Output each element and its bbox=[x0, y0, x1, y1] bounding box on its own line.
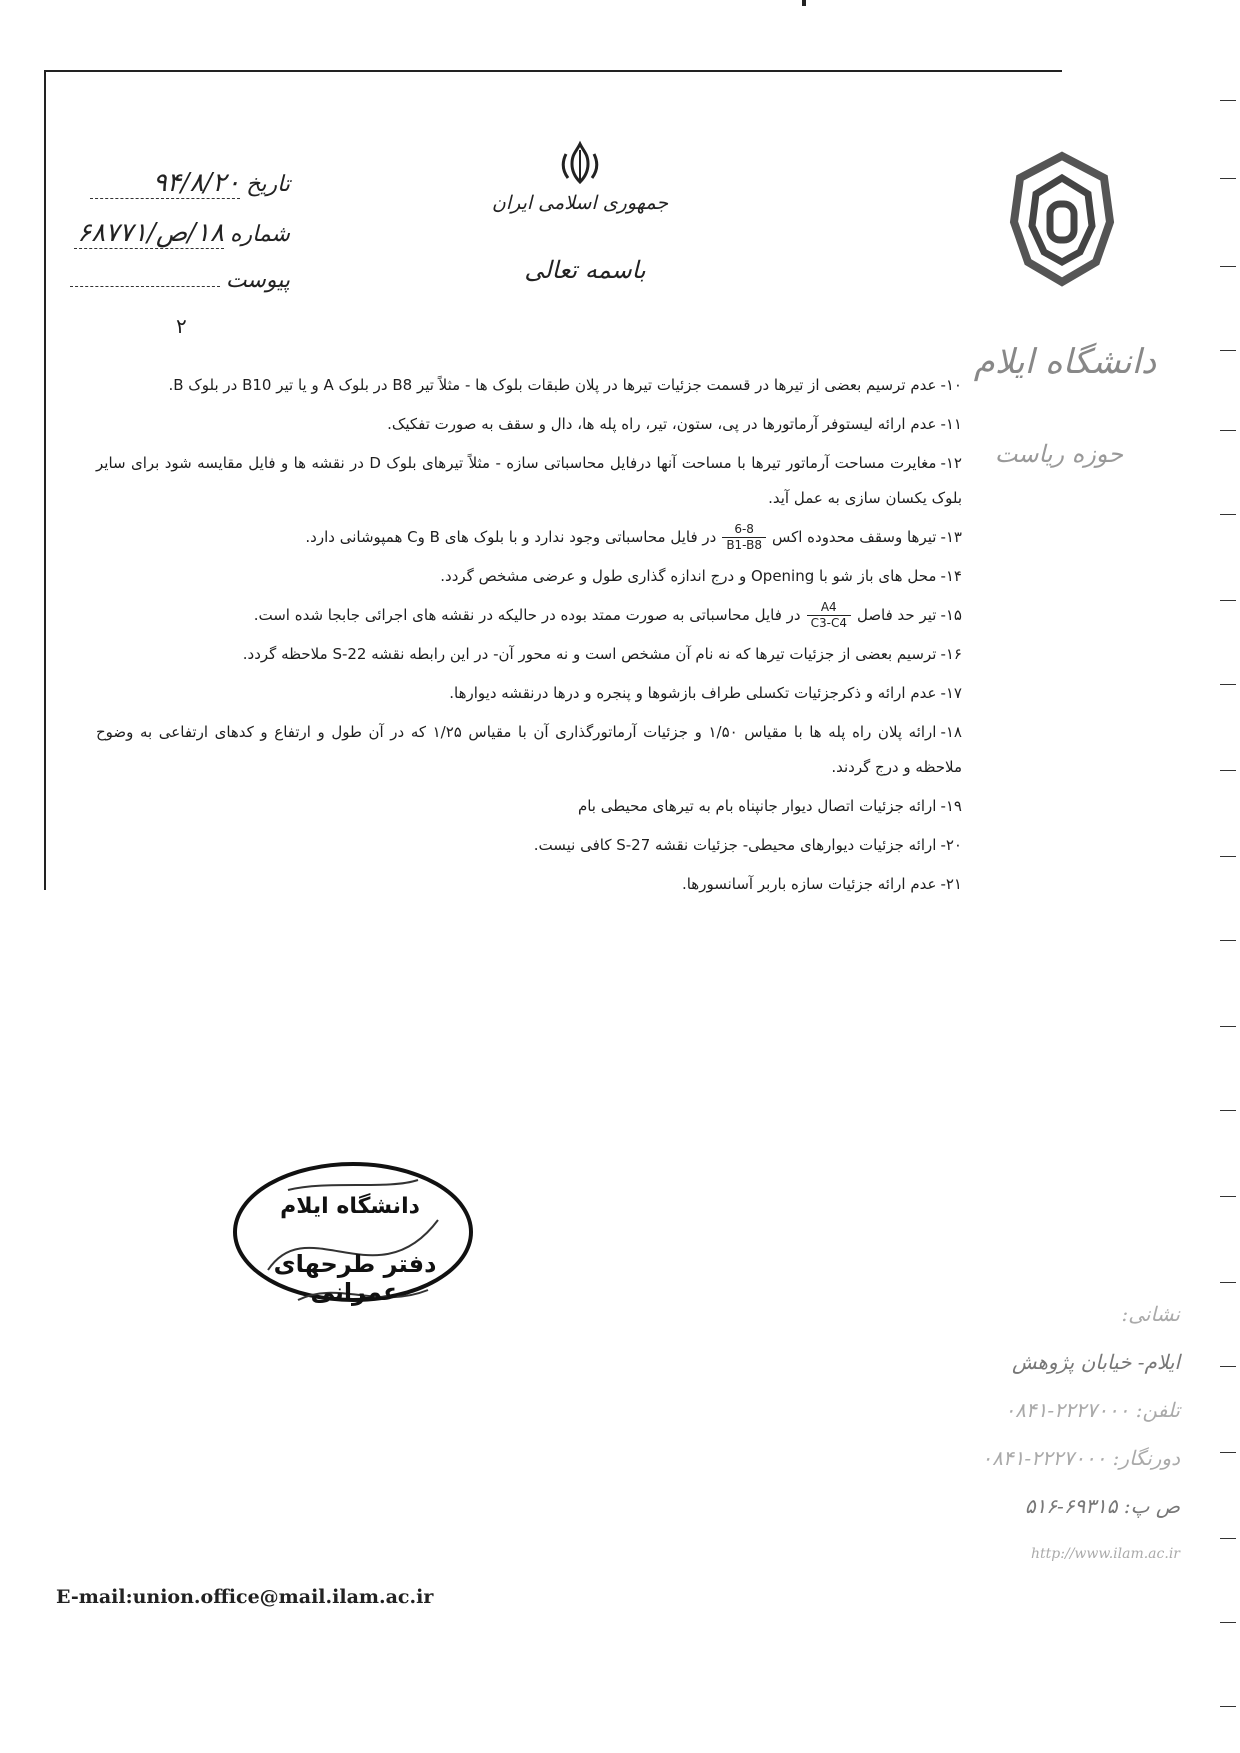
list-item: ۱۳-تیرها وسقف محدوده اکس $\frac{6-8}{B1-B8}$ در فایل محاسباتی وجود ندارد و با بلوک های B وC همپوشانی دارد. bbox=[305, 522, 962, 552]
footer-contact bbox=[940, 1290, 1180, 1578]
page-number: ۲ bbox=[176, 314, 187, 338]
list-item: ۱۶-ترسیم بعضی از جزئیات تیرها که نه نام آن مشخص است و نه محور آن- در این رابطه نقشه S-22 ملاحظه گردد. bbox=[242, 645, 962, 663]
list-item: ۲۱-عدم ارائه جزئیات سازه باربر آسانسورها. bbox=[681, 875, 962, 893]
scan-mark bbox=[802, 0, 806, 6]
phone: تلفن: ۲۲۲۷۰۰۰-۰۸۴۱ bbox=[1004, 1398, 1180, 1422]
date-value: ۹۴/۸/۲۰ bbox=[90, 168, 240, 199]
list-item: ۱۵-تیر حد فاصل $\frac{A4}{C3-C4}$ در فایل محاسباتی به صورت ممتد بوده در حالیکه در نقشه های اجرائی جابجا شده است. bbox=[253, 600, 962, 630]
date-row bbox=[50, 168, 290, 218]
fraction: $\frac{A4}{C3-C4}$ bbox=[807, 600, 851, 631]
department-name: حوزه ریاست bbox=[994, 440, 1124, 468]
list-item: ۱۲-مغایرت مساحت آرماتور تیرها با مساحت آنها درفایل محاسباتی سازه - مثلاً تیرهای بلوک D در نقشه ها و فایل مقایسه شود برای سایر بلوک یکسان سازی به عمل آید. bbox=[96, 454, 962, 507]
email-address: E-mail:union.office@mail.ilam.ac.ir bbox=[56, 1586, 434, 1608]
list-item: ۱۷-عدم ارائه و ذکرجزئیات تکسلی طراف بازشوها و پنجره و درها درنقشه دیوارها. bbox=[449, 684, 962, 702]
list-item: ۱۹-ارائه جزئیات اتصال دیوار جانپناه بام به تیرهای محیطی بام bbox=[577, 797, 962, 815]
date-label: تاریخ bbox=[246, 172, 290, 197]
university-name: دانشگاه ایلام bbox=[973, 342, 1157, 382]
attachment-value bbox=[70, 286, 220, 287]
attachment-row bbox=[50, 268, 290, 318]
fax: دورنگار: ۲۲۲۷۰۰۰-۰۸۴۱ bbox=[981, 1446, 1180, 1470]
list-item: ۱۸-ارائه پلان راه پله ها با مقیاس ۱/۵۰ و جزئیات آرماتورگذاری آن با مقیاس ۱/۲۵ که در آن طول و ارتفاع و کدهای ارتفاعی به وضوح ملاحظه و درج گردند. bbox=[96, 723, 962, 776]
list-item: ۱۰-عدم ترسیم بعضی از تیرها در قسمت جزئیات تیرها در پلان طبقات بلوک ها - مثلاً تیر B8 در بلوک A و یا تیر B10 در بلوک B. bbox=[168, 376, 962, 394]
fraction: $\frac{6-8}{B1-B8}$ bbox=[722, 522, 766, 553]
address-label: نشانی: bbox=[1121, 1302, 1180, 1326]
number-value: ۱۸/ص/۶۸۷۷۱ bbox=[74, 218, 224, 249]
stamp-university: دانشگاه ایلام bbox=[280, 1194, 420, 1219]
list-item: ۲۰-ارائه جزئیات دیوارهای محیطی- جزئیات نقشه S-27 کافی نیست. bbox=[533, 836, 962, 854]
list-item: ۱۴-محل های باز شو با Opening و درج اندازه گذاری طول و عرضی مشخص گردد. bbox=[440, 567, 962, 585]
letter-meta bbox=[50, 168, 290, 318]
number-label: شماره bbox=[229, 222, 290, 247]
basmala-heading: باسمه تعالی bbox=[524, 256, 646, 284]
country-title: جمهوری اسلامی ایران bbox=[491, 192, 669, 214]
attachment-label: پیوست bbox=[225, 268, 290, 293]
iran-emblem-icon bbox=[558, 140, 602, 186]
address: ایلام- خیابان پژوهش bbox=[1011, 1350, 1180, 1374]
frame-top-line bbox=[44, 70, 1062, 72]
stamp-office: دفتر طرحهای عمرانی bbox=[273, 1250, 437, 1306]
university-logo-icon bbox=[1004, 150, 1120, 340]
number-row bbox=[50, 218, 290, 268]
page-edge-ticks bbox=[1210, 0, 1240, 1753]
pobox: ص پ: ۶۹۳۱۵-۵۱۶ bbox=[1024, 1494, 1180, 1518]
website: http://www.ilam.ac.ir bbox=[1031, 1546, 1180, 1562]
list-item: ۱۱-عدم ارائه لیستوفر آرماتورها در پی، ستون، تیر، راه پله ها، دال و سقف به صورت تفکیک. bbox=[387, 415, 962, 433]
items-list bbox=[96, 368, 962, 906]
frame-left-line bbox=[44, 70, 46, 890]
